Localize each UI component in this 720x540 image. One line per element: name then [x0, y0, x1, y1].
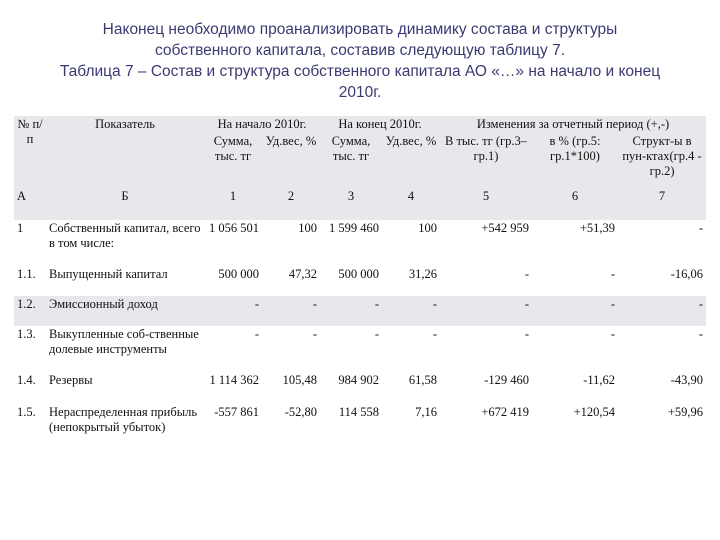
row-no: 1.5. — [14, 404, 46, 450]
cell-end-weight: 7,16 — [382, 404, 440, 450]
row-no: 1.2. — [14, 296, 46, 326]
cell-end-sum: 1 599 460 — [320, 220, 382, 266]
title-line-4: 2010г. — [338, 84, 382, 101]
cell-end-weight: 61,58 — [382, 372, 440, 404]
cell-start-sum: 1 114 362 — [204, 372, 262, 404]
cell-change-pct: - — [532, 296, 618, 326]
header-change-struct: Структ-ы в пун-ктах(гр.4 - гр.2) — [618, 133, 706, 185]
cell-start-sum: - — [204, 326, 262, 372]
title-line-2: собственного капитала, составив следующую таблицу 7. — [154, 42, 566, 59]
row-name: Выкупленные соб-ственные долевые инструменты — [46, 326, 204, 372]
row-name: Выпущенный капитал — [46, 266, 204, 296]
colnum-4: 4 — [382, 185, 440, 220]
cell-start-weight: 105,48 — [262, 372, 320, 404]
table-row — [14, 296, 706, 326]
colnum-b: Б — [46, 185, 204, 220]
cell-change-abs: +672 419 — [440, 404, 532, 450]
slide-title — [30, 19, 690, 103]
row-no: 1 — [14, 220, 46, 266]
cell-change-struct: - — [618, 296, 706, 326]
cell-end-sum: - — [320, 326, 382, 372]
header-change-pct: в % (гр.5: гр.1*100) — [532, 133, 618, 185]
table-row — [14, 326, 706, 372]
cell-change-pct: - — [532, 266, 618, 296]
cell-end-sum: 500 000 — [320, 266, 382, 296]
colnum-5: 5 — [440, 185, 532, 220]
table-row — [14, 372, 706, 404]
colnum-2: 2 — [262, 185, 320, 220]
header-end-sum: Сумма, тыс. тг — [320, 133, 382, 185]
header-end-weight: Уд.вес, % — [382, 133, 440, 185]
title-line-1: Наконец необходимо проанализировать динамику состава и структуры — [102, 21, 618, 38]
cell-end-weight: 31,26 — [382, 266, 440, 296]
cell-change-struct: - — [618, 220, 706, 266]
table-row — [14, 266, 706, 296]
colnum-a: А — [14, 185, 46, 220]
cell-start-weight: - — [262, 326, 320, 372]
cell-start-weight: -52,80 — [262, 404, 320, 450]
header-change: Изменения за отчетный период (+,-) — [440, 116, 706, 133]
header-no: № п/п — [14, 116, 46, 185]
header-start-weight: Уд.вес, % — [262, 133, 320, 185]
row-name: Резервы — [46, 372, 204, 404]
cell-start-weight: - — [262, 296, 320, 326]
cell-end-sum: 114 558 — [320, 404, 382, 450]
cell-change-struct: - — [618, 326, 706, 372]
cell-change-pct: +120,54 — [532, 404, 618, 450]
cell-start-weight: 100 — [262, 220, 320, 266]
cell-end-weight: - — [382, 326, 440, 372]
colnum-6: 6 — [532, 185, 618, 220]
cell-start-sum: 1 056 501 — [204, 220, 262, 266]
cell-end-sum: - — [320, 296, 382, 326]
cell-change-abs: - — [440, 296, 532, 326]
title-line-3: Таблица 7 – Состав и структура собственного капитала АО «…» на начало и конец — [59, 63, 661, 80]
cell-end-sum: 984 902 — [320, 372, 382, 404]
cell-change-pct: +51,39 — [532, 220, 618, 266]
row-name: Нераспределенная прибыль (непокрытый убыток) — [46, 404, 204, 450]
table-header-row-1 — [14, 116, 706, 133]
cell-change-abs: - — [440, 326, 532, 372]
header-start-sum: Сумма, тыс. тг — [204, 133, 262, 185]
header-end: На конец 2010г. — [320, 116, 440, 133]
header-indicator: Показатель — [46, 116, 204, 185]
column-number-row — [14, 185, 706, 220]
header-start: На начало 2010г. — [204, 116, 320, 133]
row-name: Собственный капитал, всего в том числе: — [46, 220, 204, 266]
colnum-1: 1 — [204, 185, 262, 220]
cell-start-weight: 47,32 — [262, 266, 320, 296]
colnum-7: 7 — [618, 185, 706, 220]
cell-start-sum: 500 000 — [204, 266, 262, 296]
row-no: 1.1. — [14, 266, 46, 296]
cell-change-struct: -16,06 — [618, 266, 706, 296]
cell-change-abs: - — [440, 266, 532, 296]
cell-change-struct: +59,96 — [618, 404, 706, 450]
cell-end-weight: - — [382, 296, 440, 326]
header-change-abs: В тыс. тг (гр.3–гр.1) — [440, 133, 532, 185]
cell-change-struct: -43,90 — [618, 372, 706, 404]
cell-change-pct: - — [532, 326, 618, 372]
colnum-3: 3 — [320, 185, 382, 220]
row-no: 1.3. — [14, 326, 46, 372]
cell-change-abs: +542 959 — [440, 220, 532, 266]
row-name: Эмиссионный доход — [46, 296, 204, 326]
cell-change-pct: -11,62 — [532, 372, 618, 404]
cell-end-weight: 100 — [382, 220, 440, 266]
equity-structure-table — [14, 116, 706, 450]
cell-start-sum: -557 861 — [204, 404, 262, 450]
row-no: 1.4. — [14, 372, 46, 404]
cell-change-abs: -129 460 — [440, 372, 532, 404]
table-row — [14, 404, 706, 450]
cell-start-sum: - — [204, 296, 262, 326]
table-row — [14, 220, 706, 266]
